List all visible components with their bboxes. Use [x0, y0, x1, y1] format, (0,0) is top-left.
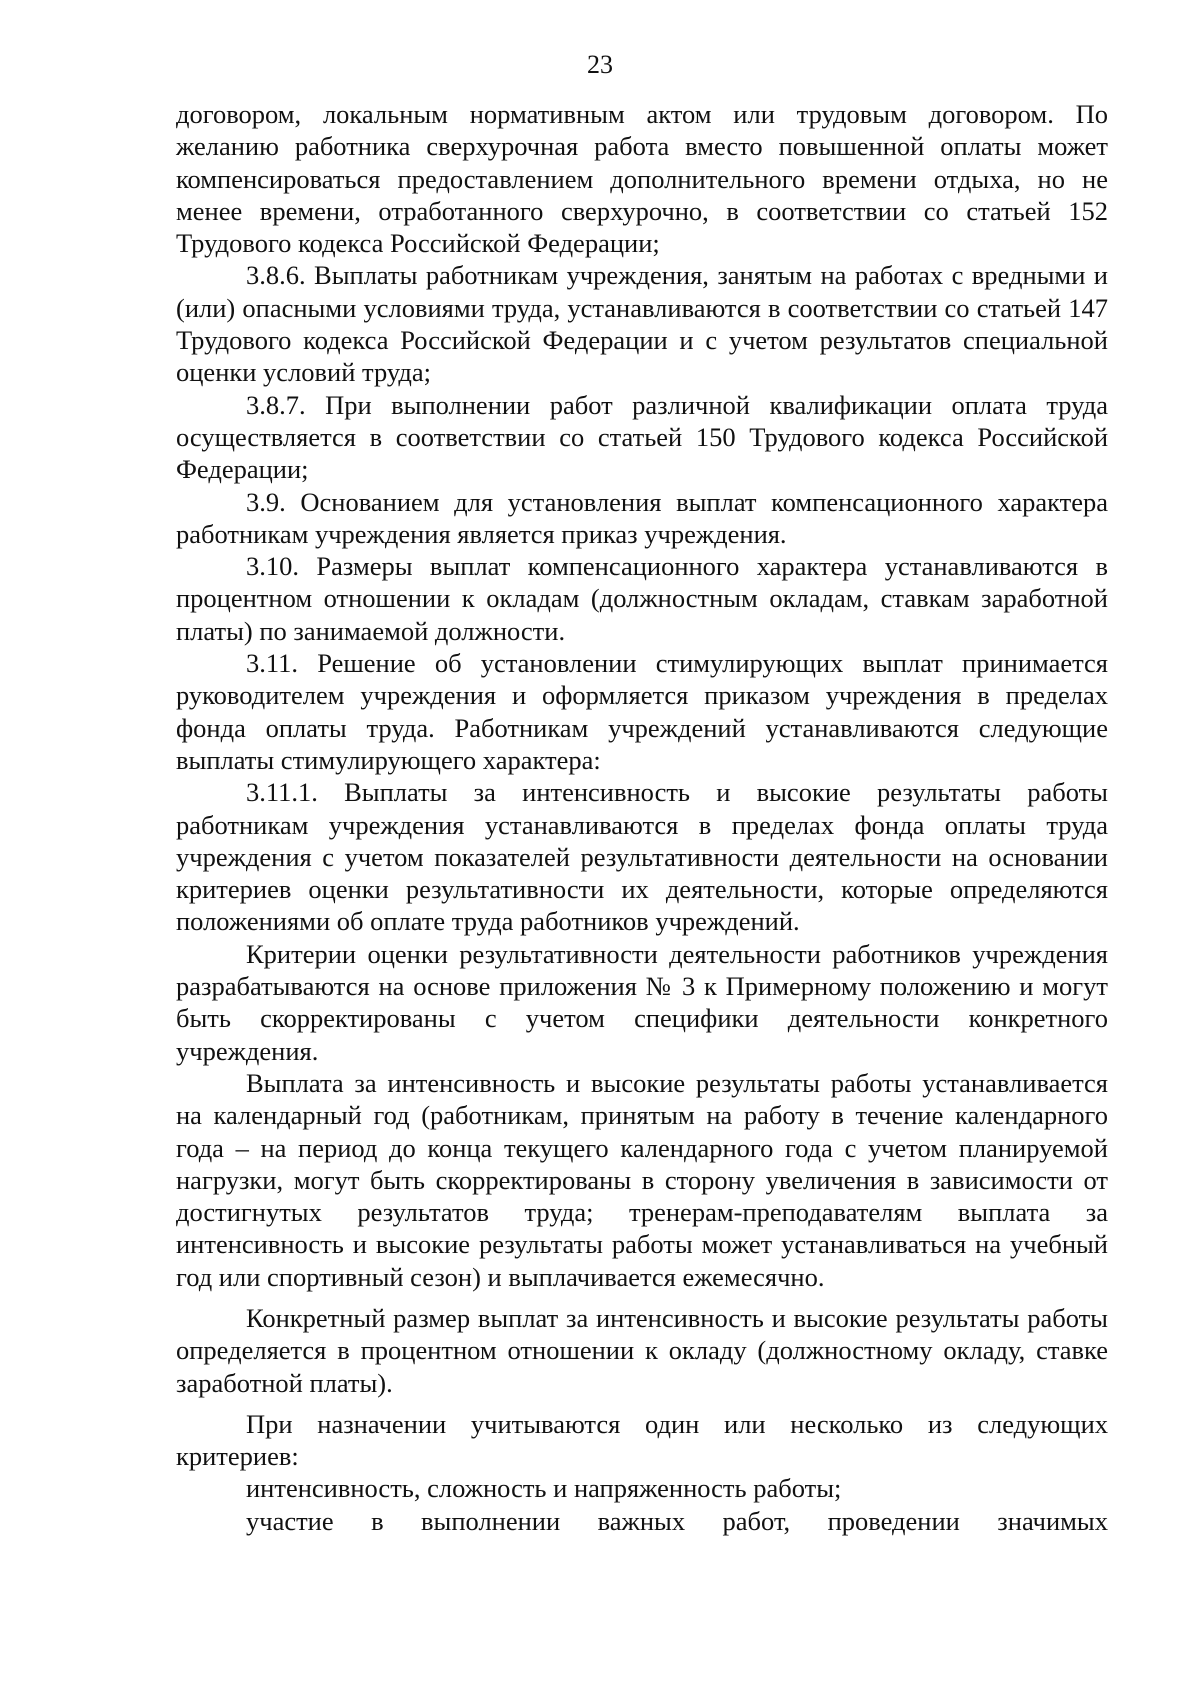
- document-body: [176, 98, 1108, 1537]
- paragraph-3-8-6: 3.8.6. Выплаты работникам учреждения, занятым на работах с вредными и (или) опасными условиями труда, устанавливаются в соответствии со статьей 147 Трудового кодекса Российской Федерации и с учетом результатов специальной оценки условий труда;: [176, 260, 1108, 388]
- page-number: 23: [587, 50, 613, 79]
- paragraph-3-10: 3.10. Размеры выплат компенсационного характера устанавливаются в процентном отношении к окладам (должностным окладам, ставкам заработной платы) по занимаемой должности.: [176, 551, 1108, 646]
- list-item-intensity: интенсивность, сложность и напряженность работы;: [246, 1473, 842, 1504]
- paragraph-3-9: 3.9. Основанием для установления выплат компенсационного характера работникам учреждения является приказ учреждения.: [176, 486, 1108, 549]
- paragraph-3-11-1: 3.11.1. Выплаты за интенсивность и высокие результаты работы работникам учреждения устанавливаются в пределах фонда оплаты труда учреждения с учетом показателей результативности деятельности на основании критериев оценки результативности их деятельности, которые определяются положениями об оплате труда работников учреждений.: [176, 777, 1108, 937]
- paragraph-payment-period: Выплата за интенсивность и высокие результаты работы устанавливается на календарный год (работникам, принятым на работу в течение календарного года – на период до конца текущего календарного года с учетом планируемой нагрузки, могут быть скорректированы в сторону увеличения в зависимости от достигнутых результатов труда; тренерам-преподавателям выплата за интенсивность и высокие результаты работы может устанавливаться на учебный год или спортивный сезон) и выплачивается ежемесячно.: [176, 1067, 1108, 1292]
- paragraph-3-8-7: 3.8.7. При выполнении работ различной квалификации оплата труда осуществляется в соответствии со статьей 150 Трудового кодекса Российской Федерации;: [176, 389, 1108, 485]
- paragraph-criteria: Критерии оценки результативности деятельности работников учреждения разрабатываются на основе приложения № 3 к Примерному положению и могут быть скорректированы с учетом специфики деятельности конкретного учреждения.: [176, 938, 1108, 1066]
- list-item-participation: участие в выполнении важных работ, проведении значимых: [246, 1505, 1108, 1536]
- paragraph-continuation: договором, локальным нормативным актом или трудовым договором. По желанию работника сверхурочная работа вместо повышенной оплаты может компенсироваться предоставлением дополнительного времени отдыха, но не менее времени, отработанного сверхурочно, в соответствии со статьей 152 Трудового кодекса Российской Федерации;: [176, 99, 1108, 259]
- paragraph-3-11: 3.11. Решение об установлении стимулирующих выплат принимается руководителем учреждения и оформляется приказом учреждения в пределах фонда оплаты труда. Работникам учреждений устанавливаются следующие выплаты стимулирующего характера:: [176, 648, 1108, 775]
- paragraph-payment-amount: Конкретный размер выплат за интенсивность и высокие результаты работы определяется в процентном отношении к окладу (должностному окладу, ставке заработной платы).: [176, 1302, 1108, 1398]
- paragraph-assignment: При назначении учитываются один или несколько из следующих критериев:: [176, 1408, 1108, 1472]
